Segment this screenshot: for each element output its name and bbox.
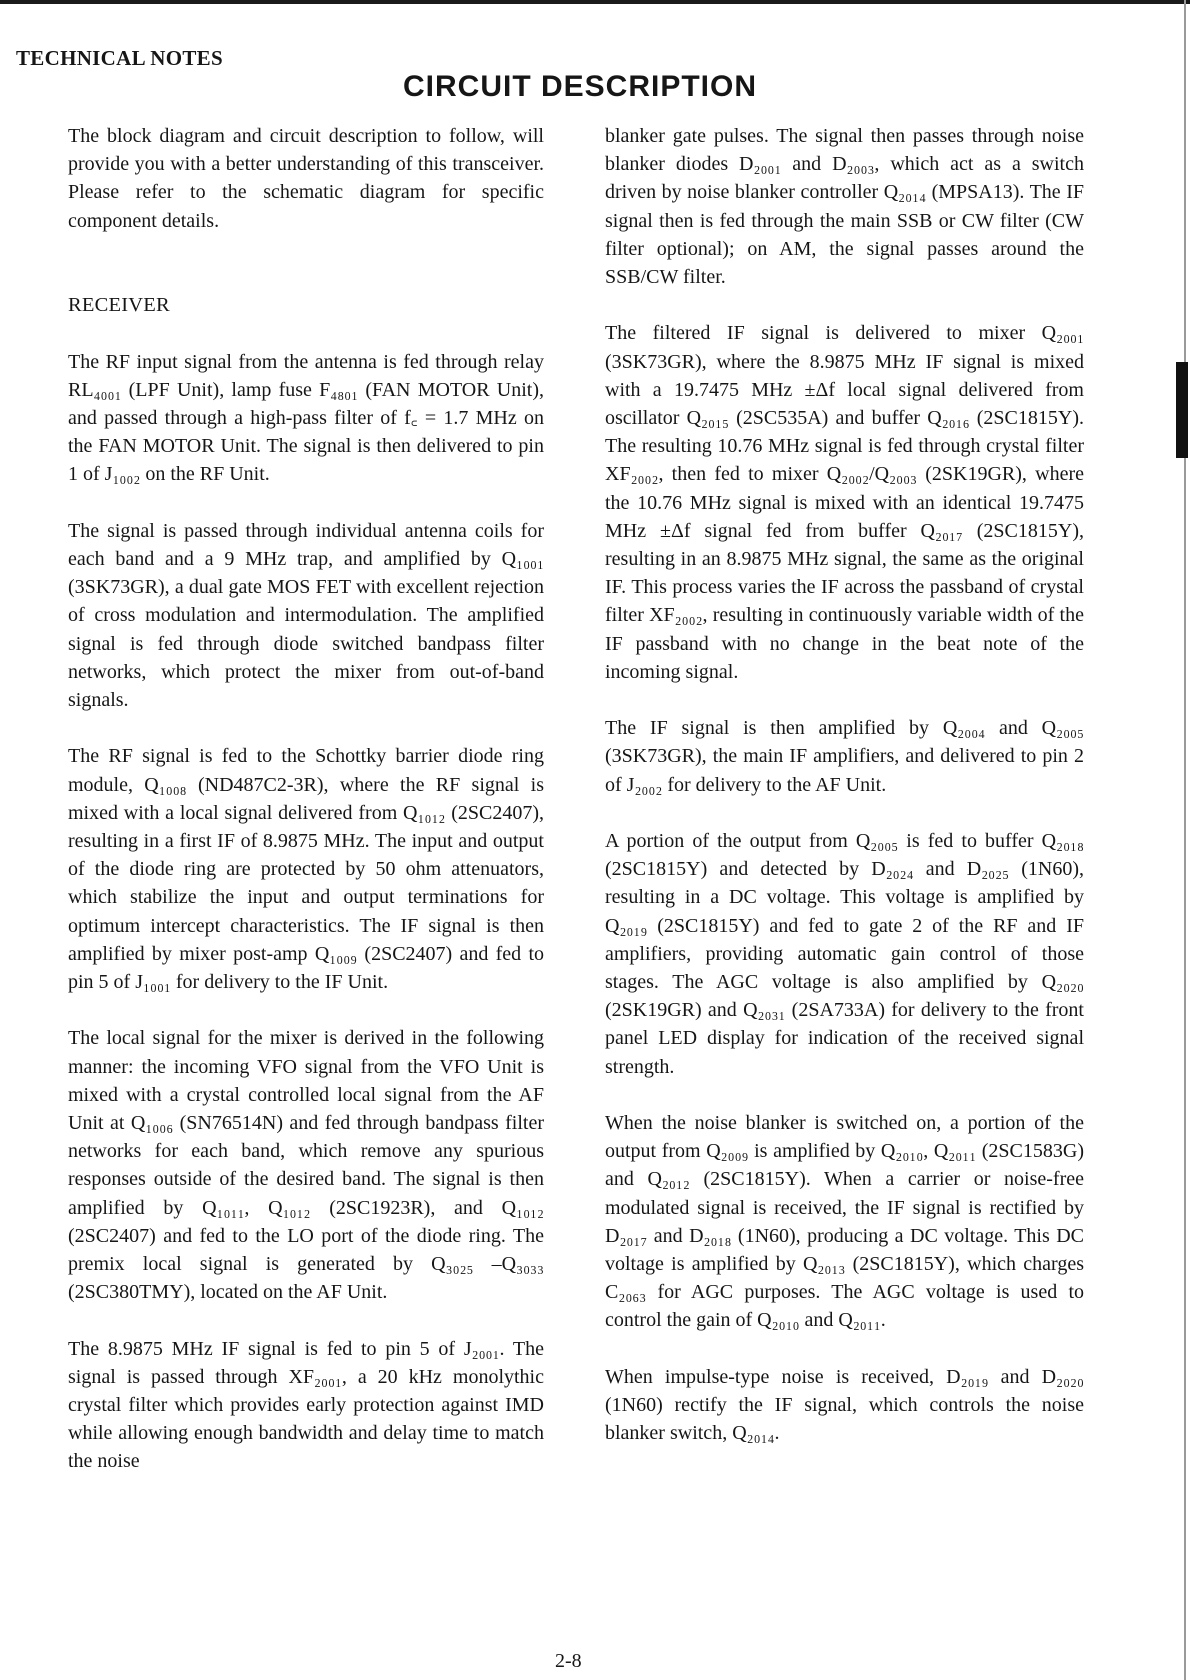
receiver-heading: RECEIVER [68,294,170,317]
paragraph-if-filter: The 8.9875 MHz IF signal is fed to pin 5 of J₂₀₀₁. The signal is passed through XF₂₀₀₁, a 20 kHz monolythic crystal filter which provides early protection against IMD while allowing enough bandwidth and delay time to match the noise [68,1337,544,1473]
left-column [68,122,544,1504]
paragraph-antenna-coils: The signal is passed through individual antenna coils for each band and a 9 MHz trap, and amplified by Q₁₀₀₁ (3SK73GR), a dual gate MOS FET with excellent rejection of cross modulation and intermodulation. The amplified signal is fed through diode switched bandpass filter networks, which protect the mixer from out-of-band signals. [68,519,544,711]
right-column [605,122,1084,1476]
page-number: 2-8 [555,1650,582,1672]
paragraph-rf-input: The RF input signal from the antenna is fed through relay RL₄₀₀₁ (LPF Unit), lamp fuse F₄₈₀₁ (FAN MOTOR Unit), and passed through a high-pass filter of f꜀ = 1.7 MHz on the FAN MOTOR Unit. The signal is then delivered to pin 1 of J₁₀₀₂ on the RF Unit. [68,350,544,486]
paragraph-impulse-noise: When impulse-type noise is received, D₂₀₁₉ and D₂₀₂₀ (1N60) rectify the IF signal, which controls the noise blanker switch, Q₂₀₁₄. [605,1365,1084,1445]
paragraph-local-signal: The local signal for the mixer is derived in the following manner: the incoming VFO signal from the VFO Unit is mixed with a crystal controlled local signal from the AF Unit at Q₁₀₀₆ (SN76514N) and fed through bandpass filter networks for each band, which remove any spurious responses outside of the desired band. The signal is then amplified by Q₁₀₁₁, Q₁₀₁₂ (2SC1923R), and Q₁₀₁₂ (2SC2407) and fed to the LO port of the diode ring. The premix local signal is generated by Q₃₀₂₅ –Q₃₀₃₃ (2SC380TMY), located on the AF Unit. [68,1027,544,1304]
right-edge-line [1184,0,1186,1680]
paragraph-filtered-if: The filtered IF signal is delivered to mixer Q₂₀₀₁ (3SK73GR), where the 8.9875 MHz IF signal is mixed with a 19.7475 MHz ±Δf local signal delivered from oscillator Q₂₀₁₅ (2SC535A) and buffer Q₂₀₁₆ (2SC1815Y). The resulting 10.76 MHz signal is fed through crystal filter XF₂₀₀₂, then fed to mixer Q₂₀₀₂/Q₂₀₀₃ (2SK19GR), where the 10.76 MHz signal is mixed with an identical 19.7475 MHz ±Δf signal fed from buffer Q₂₀₁₇ (2SC1815Y), resulting in an 8.9875 MHz signal, the same as the original IF. This process varies the IF across the passband of crystal filter XF₂₀₀₂, resulting in continuously variable width of the IF passband with no change in the beat note of the incoming signal. [605,322,1084,683]
page-title: CIRCUIT DESCRIPTION [402,70,757,103]
paragraph-diode-ring: The RF signal is fed to the Schottky barrier diode ring module, Q₁₀₀₈ (ND487C2-3R), where the RF signal is mixed with a local signal delivered from Q₁₀₁₂ (2SC2407), resulting in a first IF of 8.9875 MHz. The input and output of the diode ring are protected by 50 ohm attenuators, which stabilize the input and output terminations for optimum intercept characteristics. The IF signal is then amplified by mixer post-amp Q₁₀₀₉ (2SC2407) and fed to pin 5 of J₁₀₀₁ for delivery to the IF Unit. [68,745,544,994]
paragraph-agc: A portion of the output from Q₂₀₀₅ is fed to buffer Q₂₀₁₈ (2SC1815Y) and detected by D₂₀₂₄ and D₂₀₂₅ (1N60), resulting in a DC voltage. This voltage is amplified by Q₂₀₁₉ (2SC1815Y) and fed to gate 2 of the RF and IF amplifiers, providing automatic gain control of those stages. The AGC voltage is also amplified by Q₂₀₂₀ (2SK19GR) and Q₂₀₃₁ (2SA733A) for delivery to the front panel LED display for indication of the received signal strength. [605,830,1084,1078]
section-label: TECHNICAL NOTES [16,46,223,70]
paragraph-if-amplifiers: The IF signal is then amplified by Q₂₀₀₄ and Q₂₀₀₅ (3SK73GR), the main IF amplifiers, and delivered to pin 2 of J₂₀₀₂ for delivery to the AF Unit. [605,717,1084,796]
paragraph-noise-blanker: When the noise blanker is switched on, a portion of the output from Q₂₀₀₉ is amplified by Q₂₀₁₀, Q₂₀₁₁ (2SC1583G) and Q₂₀₁₂ (2SC1815Y). When a carrier or noise-free modulated signal is received, the IF signal is rectified by D₂₀₁₇ and D₂₀₁₈ (1N60), producing a DC voltage. This DC voltage is amplified by Q₂₀₁₃ (2SC1815Y), which charges C₂₀₆₃ for AGC purposes. The AGC voltage is used to control the gain of Q₂₀₁₀ and Q₂₀₁₁. [605,1112,1084,1332]
top-border [0,0,1190,4]
intro-paragraph: The block diagram and circuit description to follow, will provide you with a better understanding of this transceiver. Please refer to the schematic diagram for specific component details. [68,125,544,232]
edge-thumb-mark [1176,362,1188,458]
spacer [68,263,544,291]
paragraph-blanker-gate: blanker gate pulses. The signal then passes through noise blanker diodes D₂₀₀₁ and D₂₀₀₃, which act as a switch driven by noise blanker controller Q₂₀₁₄ (MPSA13). The IF signal then is fed through the main SSB or CW filter (CW filter optional); on AM, the signal passes around the SSB/CW filter. [605,125,1084,289]
